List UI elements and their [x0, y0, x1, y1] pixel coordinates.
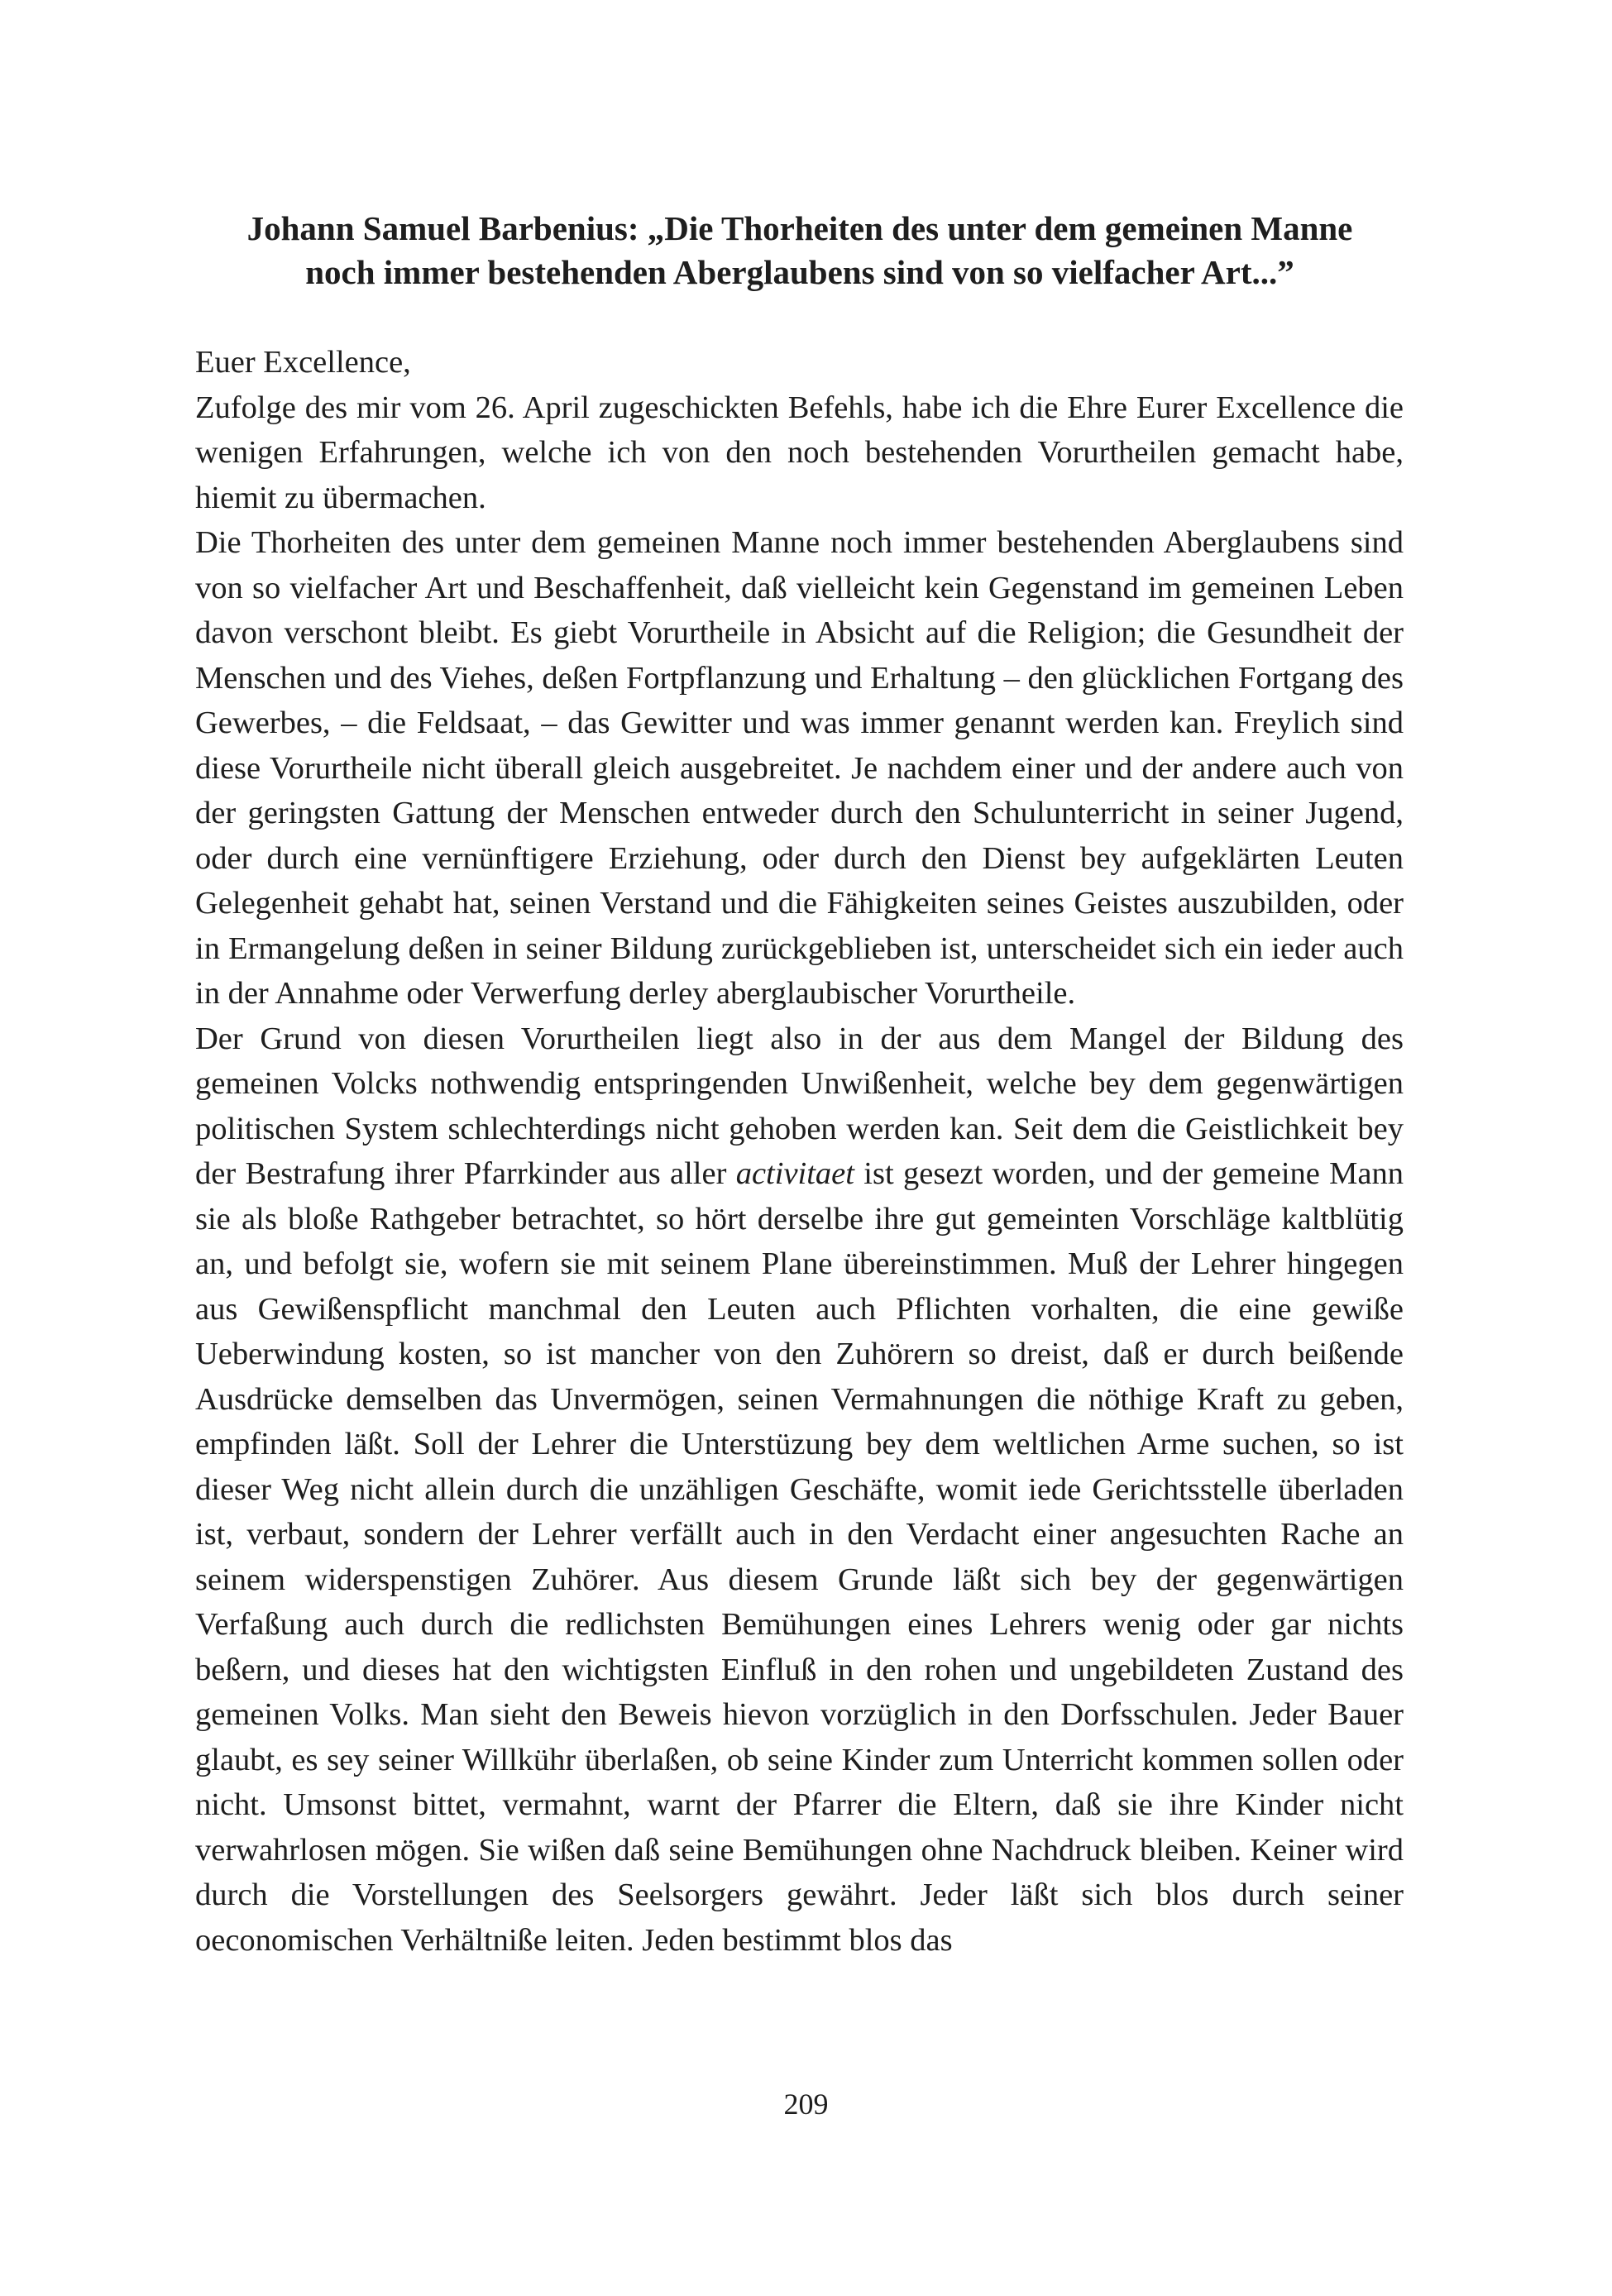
chapter-title-line-1: Johann Samuel Barbenius: „Die Thorheiten des unter dem gemeinen Manne — [246, 209, 1353, 247]
body-text — [195, 340, 1404, 1963]
salutation: Euer Excellence, — [195, 345, 411, 380]
paragraph-3 — [195, 1016, 1404, 1964]
paragraph-3-text-end: ist gesezt worden, und der gemeine Mann sie als bloße Rathgeber betrachtet, so hört derselbe ihre gut gemeinten Vorschläge kaltblütig an, und befolgt sie, wofern sie mit seinem Plane übereinstimmen. Muß der Lehrer hingegen aus Gewißenspflicht manchmal den Leuten auch Pflichten vorhalten, die eine gewiße Ueberwindung kosten, so ist mancher von den Zuhörern so dreist, daß er durch beißende Ausdrücke demselben das Unvermögen, seinen Vermahnungen die nöthige Kraft zu geben, empfinden läßt. Soll der Lehrer die Unterstüzung bey dem weltlichen Arme suchen, so ist dieser Weg nicht allein durch die unzähligen Geschäfte, womit iede Gerichtsstelle überladen ist, verbaut, sondern der Lehrer verfällt auch in den Verdacht einer angesuchten Rache an seinem widerspenstigen Zuhörer. Aus diesem Grunde läßt sich bey der gegenwärtigen Verfaßung auch durch die redlichsten Bemühungen eines Lehrers wenig oder gar nichts beßern, und dieses hat den wichtigsten Einfluß in den rohen und ungebildeten Zustand des gemeinen Volks. Man sieht den Beweis hievon vorzüglich in den Dorfsschulen. Jeder Bauer glaubt, es sey seiner Willkühr überlaßen, ob seine Kinder zum Unterricht kommen sollen oder nicht. Umsonst bittet, vermahnt, warnt der Pfarrer die Eltern, daß sie ihre Kinder nicht verwahrlosen mögen. Sie wißen daß seine Bemühungen ohne Nachdruck bleiben. Keiner wird durch die Vorstellungen des Seelsorgers gewährt. Jeder läßt sich blos durch seiner oeconomischen Verhältniße leiten. Jeden bestimmt blos das — [195, 1156, 1404, 1958]
italic-term: activitaet — [735, 1156, 854, 1191]
paragraph-2: Die Thorheiten des unter dem gemeinen Manne noch immer bestehenden Aberglaubens sind von so vielfacher Art und Beschaffenheit, daß vielleicht kein Gegenstand im gemeinen Leben davon verschont bleibt. Es giebt Vorurtheile in Absicht auf die Religion; die Gesundheit der Menschen und des Viehes, deßen Fortpflanzung und Erhaltung – den glücklichen Fortgang des Gewerbes, – die Feldsaat, – das Gewitter und was immer genannt werden kan. Freylich sind diese Vorurtheile nicht überall gleich ausgebreitet. Je nachdem einer und der andere auch von der geringsten Gattung der Menschen entweder durch den Schulunterricht in seiner Jugend, oder durch eine vernünftigere Erziehung, oder durch den Dienst bey aufgeklärten Leuten Gelegenheit gehabt hat, seinen Verstand und die Fähigkeiten seines Geistes auszubilden, oder in Ermangelung deßen in seiner Bildung zurückgeblieben ist, unterscheidet sich ein ieder auch in der Annahme oder Verwerfung derley aberglaubischer Vorurtheile. — [195, 525, 1404, 1011]
chapter-title — [195, 207, 1404, 294]
page-number: 209 — [783, 2088, 829, 2121]
chapter-title-line-2: noch immer bestehenden Aberglaubens sind von so vielfacher Art...” — [305, 253, 1294, 291]
paragraph-3-text-start: Der Grund von diesen Vorurtheilen liegt also in der aus dem Mangel der Bildung des gemeinen Volcks nothwendig entspringenden Unwißenheit, welche bey dem gegenwärtigen politischen System schlechterdings nicht gehoben werden kan. Seit dem die Geistlichkeit bey der Bestrafung ihrer Pfarrkinder aus aller — [195, 1021, 1404, 1191]
paragraph-1: Zufolge des mir vom 26. April zugeschickten Befehls, habe ich die Ehre Eurer Excellence die wenigen Erfahrungen, welche ich von den noch bestehenden Vorurtheilen gemacht habe, hiemit zu übermachen. — [195, 390, 1404, 515]
